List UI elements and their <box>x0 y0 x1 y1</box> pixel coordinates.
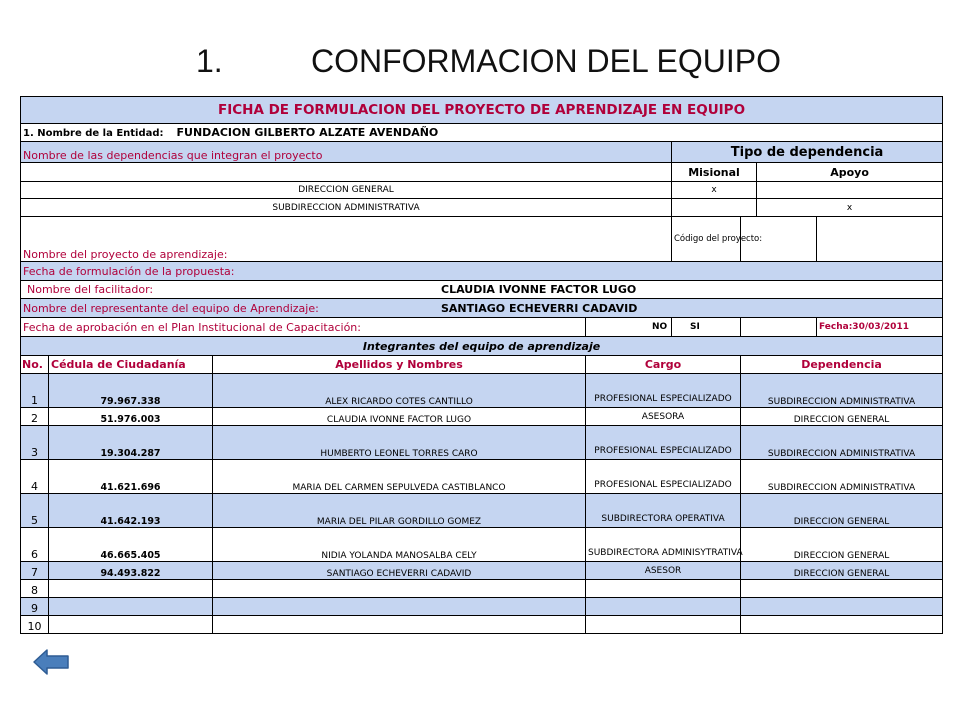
member-cedula: 41.642.193 <box>49 494 213 528</box>
member-nombre <box>213 616 586 634</box>
member-dependencia: DIRECCION GENERAL <box>741 562 943 580</box>
member-dependencia <box>741 598 943 616</box>
member-dependencia: DIRECCION GENERAL <box>741 408 943 426</box>
table-row <box>21 494 943 528</box>
entidad-label: 1. Nombre de la Entidad: <box>23 128 164 139</box>
member-dependencia: DIRECCION GENERAL <box>741 494 943 528</box>
dependencias-label: Nombre de las dependencias que integran el proyecto <box>21 142 672 163</box>
si-label: SI <box>672 318 741 337</box>
col-header-nombre: Apellidos y Nombres <box>213 356 586 374</box>
member-no: 5 <box>21 494 49 528</box>
dependencia-row <box>21 182 943 199</box>
member-nombre: NIDIA YOLANDA MANOSALBA CELY <box>213 528 586 562</box>
member-cedula: 94.493.822 <box>49 562 213 580</box>
slide-title <box>0 40 960 86</box>
representante-value: SANTIAGO ECHEVERRI CADAVID <box>441 301 638 315</box>
table-row <box>21 528 943 562</box>
col-header-dependencia: Dependencia <box>741 356 943 374</box>
facilitador-row <box>21 281 943 299</box>
tipo-dependencia-label: Tipo de dependencia <box>672 142 943 163</box>
col-header-no: No. <box>21 356 49 374</box>
member-cedula <box>49 580 213 598</box>
member-cargo: PROFESIONAL ESPECIALIZADO <box>586 460 741 494</box>
member-no: 8 <box>21 580 49 598</box>
dependencia-misional <box>672 199 757 217</box>
back-arrow-icon <box>32 648 70 676</box>
aprobacion-label: Fecha de aprobación en el Plan Institucional de Capacitación: <box>21 318 586 337</box>
back-button[interactable] <box>32 648 70 676</box>
fecha-aprobacion: Fecha:30/03/2011 <box>817 318 943 337</box>
member-cedula: 41.621.696 <box>49 460 213 494</box>
member-no: 4 <box>21 460 49 494</box>
slide-title-number: 1. <box>196 43 223 79</box>
ficha-table <box>20 96 943 634</box>
table-row <box>21 580 943 598</box>
codigo-extra <box>817 217 943 262</box>
member-nombre: ALEX RICARDO COTES CANTILLO <box>213 374 586 408</box>
member-cedula: 46.665.405 <box>49 528 213 562</box>
si-value <box>741 318 817 337</box>
dependencia-misional: x <box>672 182 757 199</box>
member-cedula <box>49 616 213 634</box>
table-row <box>21 616 943 634</box>
member-cargo <box>586 598 741 616</box>
integrantes-title: Integrantes del equipo de aprendizaje <box>21 337 943 356</box>
dependencia-name: SUBDIRECCION ADMINISTRATIVA <box>21 199 672 217</box>
member-cargo: SUBDIRECTORA ADMINISYTRATIVA <box>586 528 741 562</box>
member-nombre: MARIA DEL PILAR GORDILLO GOMEZ <box>213 494 586 528</box>
member-no: 1 <box>21 374 49 408</box>
entidad-value: FUNDACION GILBERTO ALZATE AVENDAÑO <box>176 126 439 139</box>
slide-title-text: CONFORMACION DEL EQUIPO <box>311 43 781 79</box>
entidad-row <box>21 124 943 142</box>
facilitador-label: Nombre del facilitador: <box>27 283 154 296</box>
members-body <box>21 374 943 634</box>
col-header-cedula: Cédula de Ciudadanía <box>49 356 213 374</box>
member-nombre: CLAUDIA IVONNE FACTOR LUGO <box>213 408 586 426</box>
member-dependencia: SUBDIRECCION ADMINISTRATIVA <box>741 426 943 460</box>
table-row <box>21 460 943 494</box>
facilitador-value: CLAUDIA IVONNE FACTOR LUGO <box>441 283 637 296</box>
member-cargo: SUBDIRECTORA OPERATIVA <box>586 494 741 528</box>
member-no: 9 <box>21 598 49 616</box>
representante-label: Nombre del representante del equipo de Aprendizaje: <box>23 301 319 315</box>
member-dependencia: DIRECCION GENERAL <box>741 528 943 562</box>
member-cedula: 19.304.287 <box>49 426 213 460</box>
member-nombre <box>213 580 586 598</box>
member-dependencia <box>741 580 943 598</box>
table-row <box>21 408 943 426</box>
member-nombre: MARIA DEL CARMEN SEPULVEDA CASTIBLANCO <box>213 460 586 494</box>
member-cargo <box>586 580 741 598</box>
member-nombre: SANTIAGO ECHEVERRI CADAVID <box>213 562 586 580</box>
member-dependencia: SUBDIRECCION ADMINISTRATIVA <box>741 374 943 408</box>
member-cargo: PROFESIONAL ESPECIALIZADO <box>586 426 741 460</box>
table-row <box>21 562 943 580</box>
member-cargo <box>586 616 741 634</box>
member-cargo: ASESOR <box>586 562 741 580</box>
member-cedula: 51.976.003 <box>49 408 213 426</box>
table-row <box>21 374 943 408</box>
table-row <box>21 598 943 616</box>
misional-header: Misional <box>672 163 757 182</box>
apoyo-header: Apoyo <box>757 163 943 182</box>
dependencia-apoyo <box>757 182 943 199</box>
codigo-label: Código del proyecto: <box>672 217 741 262</box>
member-no: 6 <box>21 528 49 562</box>
ficha-title: FICHA DE FORMULACION DEL PROYECTO DE APRENDIZAJE EN EQUIPO <box>21 97 943 124</box>
fecha-formulacion-label: Fecha de formulación de la propuesta: <box>21 262 943 281</box>
dependencia-apoyo: x <box>757 199 943 217</box>
table-row <box>21 426 943 460</box>
member-cedula <box>49 598 213 616</box>
member-cargo: ASESORA <box>586 408 741 426</box>
no-label: NO <box>586 318 672 337</box>
proyecto-label: Nombre del proyecto de aprendizaje: <box>21 217 672 262</box>
col-header-cargo: Cargo <box>586 356 741 374</box>
dependencias-blank <box>21 163 672 182</box>
dependencia-name: DIRECCION GENERAL <box>21 182 672 199</box>
representante-row <box>21 299 943 318</box>
member-cargo: PROFESIONAL ESPECIALIZADO <box>586 374 741 408</box>
dependencia-row <box>21 199 943 217</box>
member-cedula: 79.967.338 <box>49 374 213 408</box>
member-no: 2 <box>21 408 49 426</box>
member-no: 3 <box>21 426 49 460</box>
member-nombre <box>213 598 586 616</box>
member-dependencia: SUBDIRECCION ADMINISTRATIVA <box>741 460 943 494</box>
member-no: 7 <box>21 562 49 580</box>
member-nombre: HUMBERTO LEONEL TORRES CARO <box>213 426 586 460</box>
member-dependencia <box>741 616 943 634</box>
member-no: 10 <box>21 616 49 634</box>
